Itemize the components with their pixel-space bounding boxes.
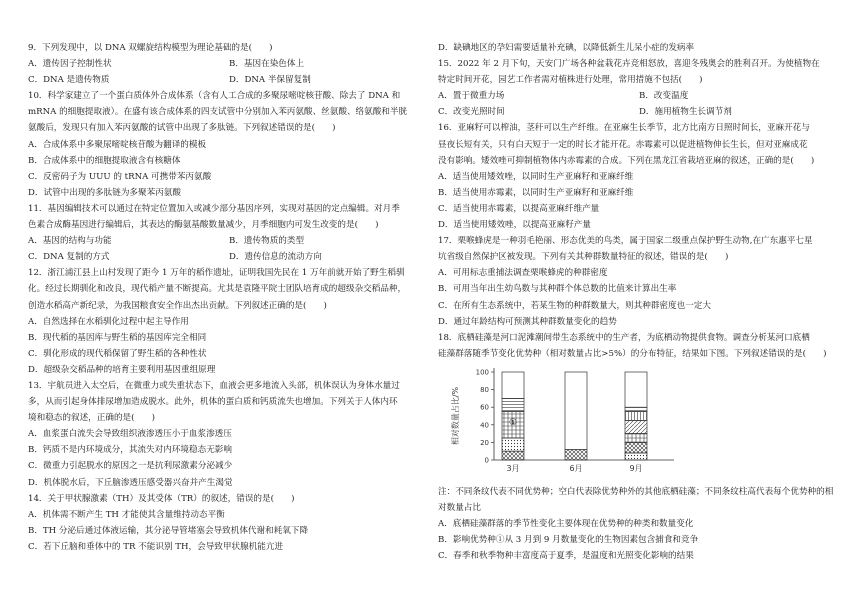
bar-segment	[502, 398, 524, 411]
q11-option-b: B．遗传物质的类型	[229, 236, 305, 247]
q9-option-c: C．DNA 是遗传物质	[28, 75, 110, 86]
q18-option-a: A．底栖硅藻群落的季节性变化主要体现在优势种的种类和数量变化	[438, 519, 694, 530]
q13-option-a: A．血浆蛋白流失会导致组织液渗透压小于血浆渗透压	[28, 429, 232, 440]
q15-options	[438, 88, 840, 104]
q17-option-a: A．可用标志重捕法调查栗喉蜂虎的种群密度	[438, 268, 608, 279]
y-tick-label: 100	[475, 368, 489, 377]
q12-option-d: D．超级杂交稻品种的培育主要利用基因重组原理	[28, 364, 216, 375]
q12-stem-3: 创造水稻高产新纪录，为我国粮食安全作出杰出贡献。下列叙述正确的是( )	[28, 300, 327, 311]
bar-segment	[625, 411, 647, 420]
left-column	[28, 40, 430, 555]
q12-stem-2: 化。经过长期驯化和改良，现代稻产量不断提高。尤其是袁隆平院士团队培育成的超级杂交稻品种，	[28, 284, 407, 295]
q16-option-b: B．适当使用赤霉素，以同时生产亚麻籽和亚麻纤维	[438, 187, 634, 198]
y-tick-label: 20	[480, 438, 489, 447]
bar-segment	[502, 451, 524, 460]
q15-stem-1: 15．2022 年 2 月下旬，天安门广场各种盆栽花卉竞相怒放，喜迎冬残奥会的胜利召开。为使植物在	[438, 59, 820, 70]
q11-option-c: C．DNA 复制的方式	[28, 252, 110, 263]
q17-option-b: B．可用当年出生幼鸟数与其种群个体总数的比值来计算出生率	[438, 284, 677, 295]
q9-option-a: A．遗传因子控制性状	[28, 59, 112, 70]
q15-options-2	[438, 104, 840, 120]
q10-option-a: A．合成体系中多聚尿嘧啶核苷酸为翻译的模板	[28, 139, 207, 150]
q15-option-c: C．改变光照时间	[438, 107, 505, 118]
q13-stem-1: 13．宇航员进入太空后，在微重力或失重状态下，血液会更多地流入头部，机体误认为身体水量过	[28, 380, 400, 391]
q14-option-d: D．缺碘地区的孕妇需要适量补充碘，以降低新生儿呆小症的发病率	[438, 43, 695, 53]
y-tick-label: 0	[484, 456, 489, 465]
bar-segment	[625, 442, 647, 453]
q18-option-b: B．影响优势种①从 3 月到 9 月数量变化的生物因素包含捕食和竞争	[438, 535, 699, 546]
q11-option-a: A．基因的结构与功能	[28, 236, 112, 247]
q16-stem-1: 16．亚麻籽可以榨油，茎秆可以生产纤维。在亚麻生长季节，北方比南方日照时间长，亚麻开花与	[438, 123, 810, 134]
q11-option-d: D．遗传信息的流动方向	[229, 252, 322, 263]
q14-stem: 14．关于甲状腺激素（TH）及其受体（TR）的叙述，错误的是( )	[28, 493, 295, 504]
q9-stem: 9．下列发现中，以 DNA 双螺旋结构模型为理论基础的是( )	[28, 43, 273, 53]
q16-stem-3: 没有影响。矮效唑可抑制植物体内赤霉素的合成。下列在黑龙江省栽培亚麻的叙述，正确的是( )	[438, 155, 815, 166]
bar-segment	[565, 372, 587, 449]
q10-stem-1: 10．科学家建立了一个蛋白质体外合成体系（含有人工合成的多聚尿嘧啶核苷酸、除去了 DNA 和	[28, 91, 401, 102]
q16-option-a: A．适当使用矮效唑，以同时生产亚麻籽和亚麻纤维	[438, 171, 634, 182]
q9-option-d: D．DNA 半保留复制	[229, 75, 311, 86]
q15-option-b: B．改变温度	[639, 91, 689, 102]
diatom-chart-svg	[438, 364, 698, 480]
species-1-marker: ①	[508, 417, 518, 428]
bar-segment	[625, 433, 647, 442]
q12-option-b: B．现代稻的基因库与野生稻的基因库完全相同	[28, 332, 207, 343]
diatom-chart	[438, 364, 840, 480]
q16-stem-2: 昼夜长短有关，只有白天短于一定的时长才能开花。赤霉素可以促进植物伸长生长，但对亚麻成花	[438, 139, 808, 150]
x-tick-label: 6月	[569, 463, 583, 473]
q13-option-d: D．机体脱水后，下丘脑渗透压感受器兴奋并产生渴觉	[28, 477, 233, 488]
q11-stem-2: 色素合成酶基因进行编辑后，其表达的酶氨基酸数量减少，月季细胞内可发生改变的是( )	[28, 220, 379, 231]
q9-option-b: B．基因在染色体上	[229, 59, 305, 70]
q11-stem-1: 11．基因编辑技术可以通过在特定位置加入或减少部分基因序列，实现对基因的定点编辑。对月季	[28, 203, 400, 214]
q18-stem-1: 18．底栖硅藻是河口泥滩潮间带生态系统中的生产者，为底栖动物提供食物。调查分析某河口底栖	[438, 332, 810, 343]
q17-option-d: D．通过年龄结构可预测其种群数量变化的趋势	[438, 316, 617, 327]
bar-segment	[625, 420, 647, 433]
q10-option-b: B．合成体系中的细胞提取液含有核糖体	[28, 155, 181, 166]
q9-options-2	[28, 72, 430, 88]
q17-stem-2: 坑省级自然保护区被发现。下列有关其种群数量特征的叙述，错误的是( )	[438, 252, 729, 263]
q18-option-c: C．春季和秋季物种丰富度高于夏季，是温度和光照变化影响的结果	[438, 551, 694, 562]
q16-option-d: D．适当使用矮效唑，以提高亚麻籽产量	[438, 220, 591, 231]
y-tick-label: 60	[480, 403, 489, 412]
q13-stem-3: 境和稳态的叙述，正确的是( )	[28, 413, 156, 424]
q10-stem-3: 氨酸后，发现只有加入苯丙氨酸的试管中出现了多肽链。下列叙述错误的是( )	[28, 123, 336, 134]
q17-option-c: C．在所有生态系统中，若某生物的种群数量大，则其种群密度也一定大	[438, 300, 711, 311]
q14-option-a: A．机体需不断产生 TH 才能使其含量维持动态平衡	[28, 509, 225, 520]
q12-option-a: A．自然选择在水稻驯化过程中起主导作用	[28, 316, 189, 327]
y-tick-label: 40	[480, 421, 489, 430]
q15-option-d: D．施用植物生长调节剂	[639, 107, 732, 118]
q18-stem-2: 硅藻群落随季节变化优势种（相对数量占比>5%）的分布特征，结果如下图。下列叙述错误的是( )	[438, 348, 827, 359]
bar-segment	[502, 438, 524, 451]
bar-segment	[625, 407, 647, 411]
x-tick-label: 9月	[629, 463, 643, 473]
q10-option-c: C．反密码子为 UUU 的 tRNA 可携带苯丙氨酸	[28, 171, 212, 182]
q12-option-c: C．驯化形成的现代稻保留了野生稻的各种性状	[28, 348, 207, 359]
q14-option-b: B．TH 分泌后通过体液运输，其分泌导管堵塞会导致机体代谢和耗氧下降	[28, 525, 309, 536]
q11-options-2	[28, 249, 430, 265]
q14-option-c: C．若下丘脑和垂体中的 TR 不能识别 TH，会导致甲状腺机能亢进	[28, 541, 284, 552]
q13-stem-2: 多，从而引起身体排尿增加造成脱水。此外，机体的蛋白质和钙质流失也增加。下列关于人体内环	[28, 397, 398, 408]
q16-option-c: C．适当使用赤霉素，以提高亚麻纤维产量	[438, 203, 600, 214]
q17-stem-1: 17．栗喉蜂虎是一种羽毛艳丽、形态优美的鸟类，属于国家二级重点保护野生动物,在广东惠平七星	[438, 236, 813, 247]
bar-segment	[625, 372, 647, 407]
q12-stem-1: 12．浙江浦江县上山村发现了距今 1 万年的稻作遗址，证明我国先民在 1 万年前就开始了野生稻驯	[28, 268, 405, 279]
right-column	[438, 40, 840, 564]
q9-options	[28, 56, 430, 72]
q15-stem-2: 特定时间开花，园艺工作者需对植株进行处理，常用措施不包括( )	[438, 75, 703, 86]
bar-segment	[565, 449, 587, 460]
bar-segment	[502, 372, 524, 398]
x-tick-label: 3月	[506, 463, 520, 473]
q11-options	[28, 233, 430, 249]
y-axis-label: 相对数量占比/%	[451, 386, 460, 446]
q13-option-c: C．微重力引起脱水的原因之一是抗利尿激素分泌减少	[28, 461, 233, 472]
q18-note: 注：不同条纹代表不同优势种；空白代表除优势种外的其他底栖硅藻；不同条纹柱高代表每个优势种的相对数量占比	[438, 486, 834, 513]
q15-option-a: A．置于微重力场	[438, 91, 505, 102]
q10-option-d: D．试管中出现的多肽链为多聚苯丙氨酸	[28, 187, 181, 198]
y-tick-label: 80	[480, 385, 489, 394]
bar-segment	[625, 453, 647, 460]
q13-option-b: B．钙质不是内环境成分，其流失对内环境稳态无影响	[28, 445, 232, 456]
q10-stem-2: mRNA 的细胞提取液）。在盛有该合成体系的四支试管中分别加入苯丙氨酸、丝氨酸、络氨酸和半胱	[28, 107, 408, 118]
